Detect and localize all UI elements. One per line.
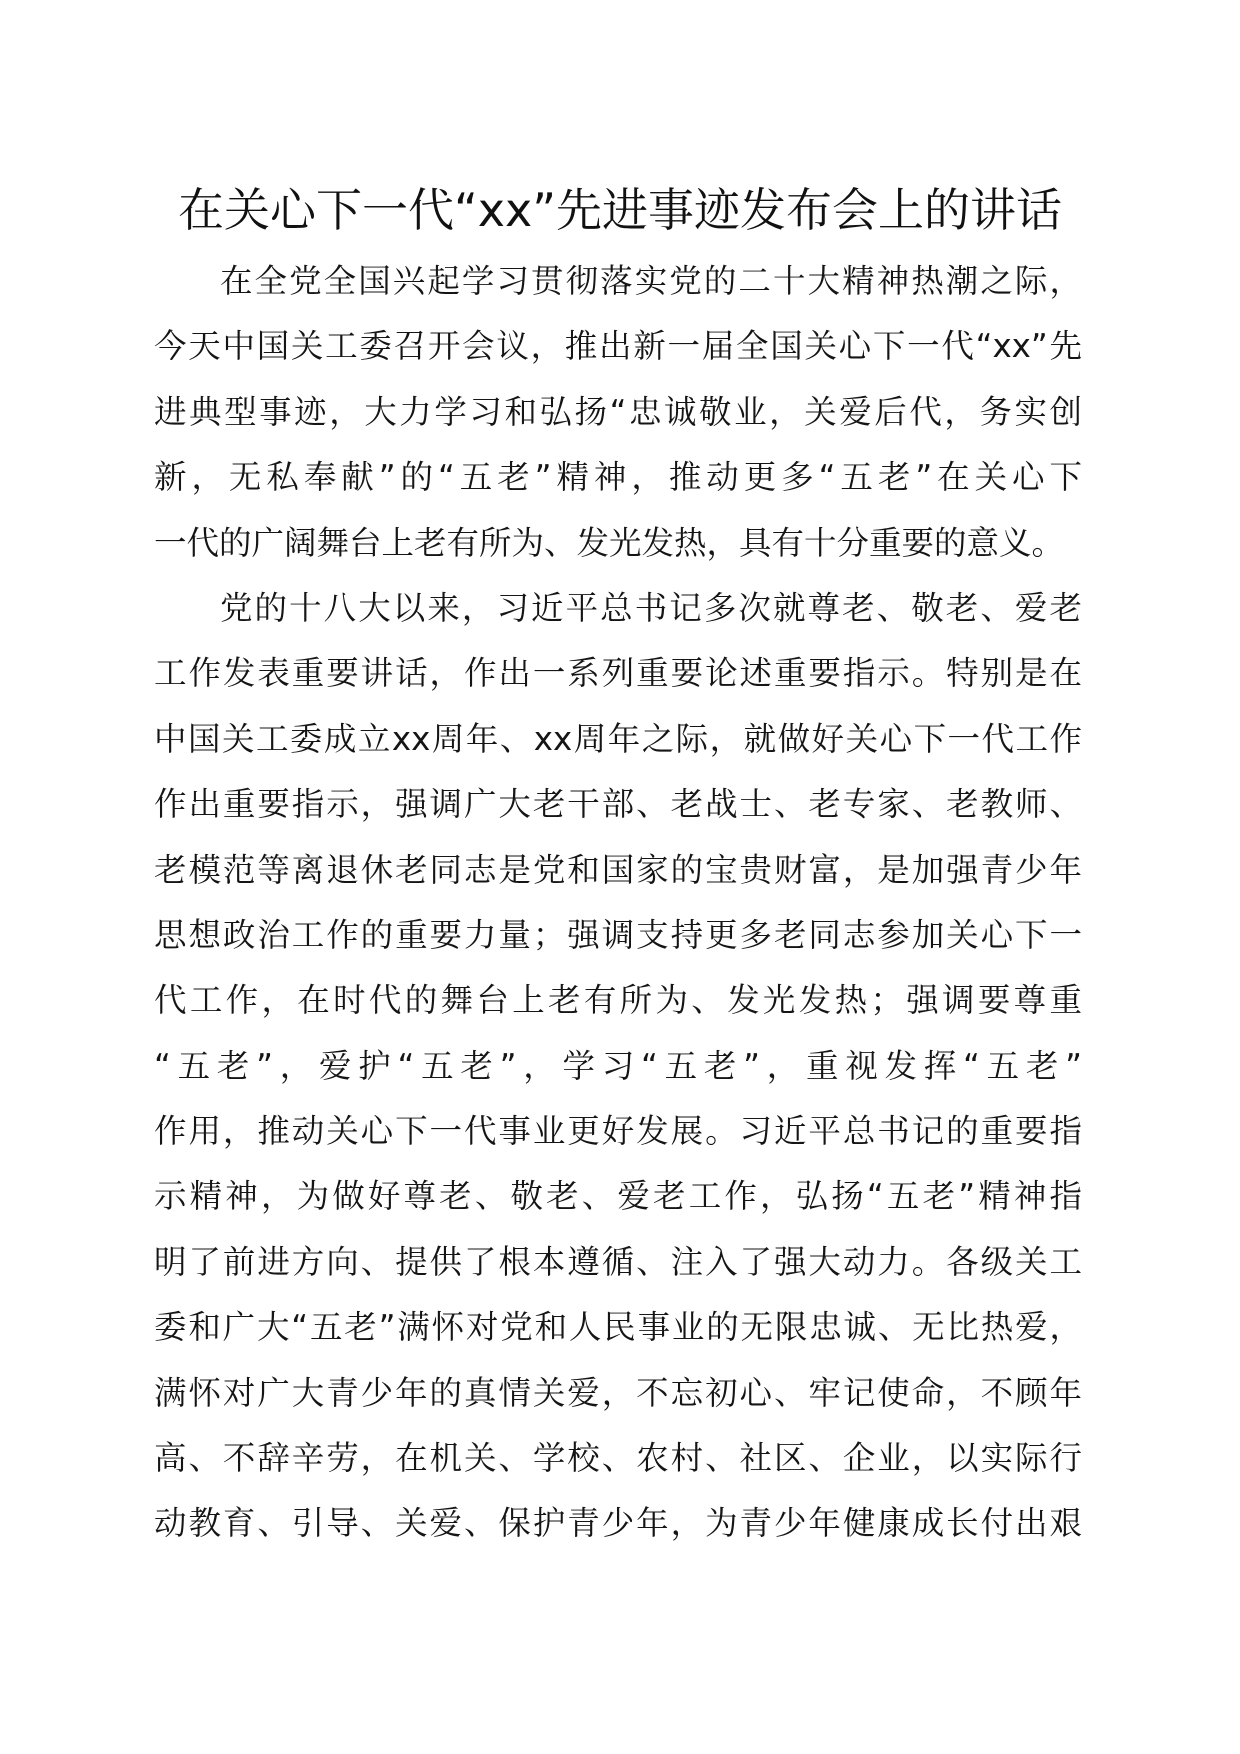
text-line: “五老”，爱护“五老”，学习“五老”，重视发挥“五老” <box>154 1046 1082 1085</box>
text-line: 满怀对广大青少年的真情关爱，不忘初心、牢记使命，不顾年 <box>154 1373 1082 1412</box>
text-line: 一代的广阔舞台上老有所为、发光发热，具有十分重要的意义。 <box>154 523 1065 562</box>
text-line: 今天中国关工委召开会议，推出新一届全国关心下一代“xx”先 <box>154 327 1082 366</box>
text-line: 思想政治工作的重要力量；强调支持更多老同志参加关心下一 <box>154 915 1082 954</box>
text-line: 党的十八大以来，习近平总书记多次就尊老、敬老、爱老 <box>220 588 1082 627</box>
text-line: 明了前进方向、提供了根本遵循、注入了强大动力。各级关工 <box>154 1242 1082 1281</box>
text-line: 示精神，为做好尊老、敬老、爱老工作，弘扬“五老”精神指 <box>154 1177 1082 1216</box>
text-line: 代工作，在时代的舞台上老有所为、发光发热；强调要尊重 <box>154 981 1082 1020</box>
text-line: 在全党全国兴起学习贯彻落实党的二十大精神热潮之际， <box>220 262 1082 300</box>
text-line: 动教育、引导、关爱、保护青少年，为青少年健康成长付出艰 <box>154 1504 1082 1543</box>
document-body <box>154 249 1082 1557</box>
text-line: 作出重要指示，强调广大老干部、老战士、老专家、老教师、 <box>154 785 1082 824</box>
text-line: 委和广大“五老”满怀对党和人民事业的无限忠诚、无比热爱， <box>154 1308 1082 1347</box>
text-line: 作用，推动关心下一代事业更好发展。习近平总书记的重要指 <box>154 1112 1082 1151</box>
text-line: 工作发表重要讲话，作出一系列重要论述重要指示。特别是在 <box>154 654 1082 693</box>
text-line: 中国关工委成立xx周年、xx周年之际，就做好关心下一代工作 <box>154 719 1082 758</box>
text-line: 新，无私奉献”的“五老”精神，推动更多“五老”在关心下 <box>154 458 1082 497</box>
text-line: 老模范等离退休老同志是党和国家的宝贵财富，是加强青少年 <box>154 850 1082 889</box>
text-line: 高、不辞辛劳，在机关、学校、农村、社区、企业，以实际行 <box>154 1439 1082 1478</box>
text-line: 进典型事迹，大力学习和弘扬“忠诚敬业，关爱后代，务实创 <box>154 392 1082 431</box>
document-title: 在关心下一代“xx”先进事迹发布会上的讲话 <box>177 183 1063 237</box>
